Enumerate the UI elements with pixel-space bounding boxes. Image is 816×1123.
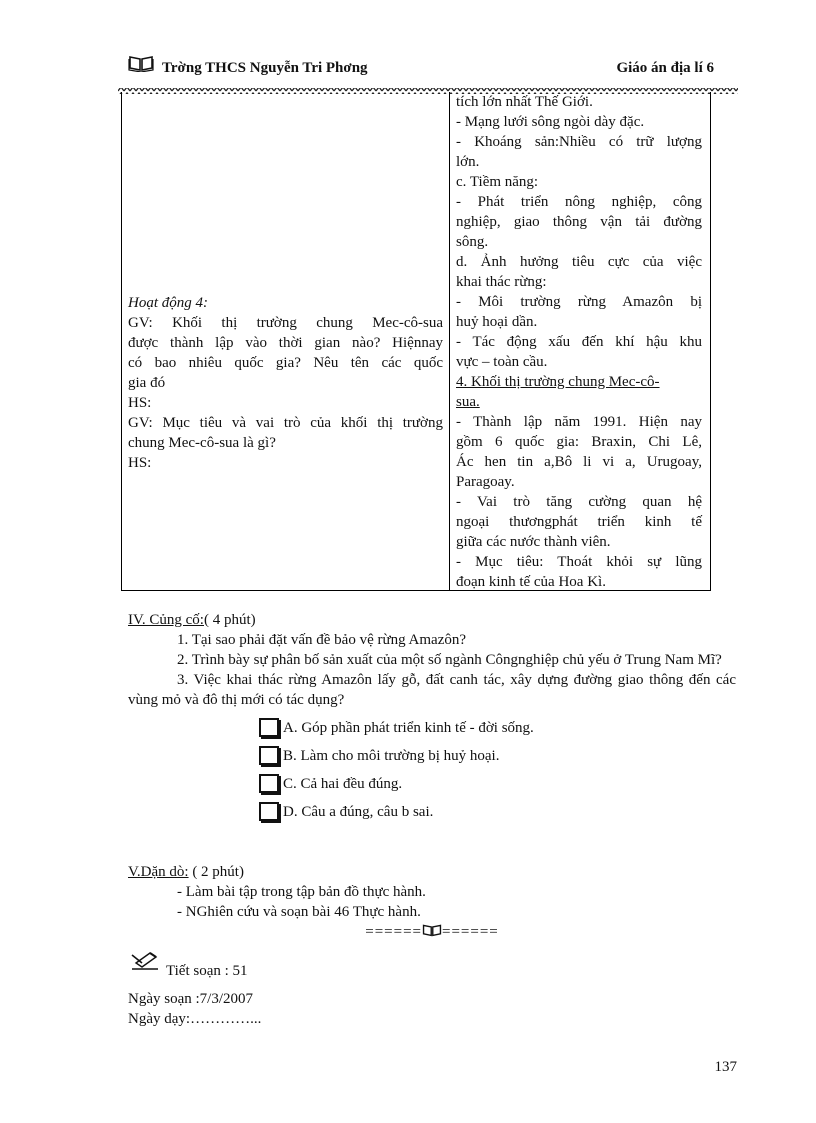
content-line: c. Tiềm năng: (456, 174, 539, 190)
content-line: Paragoay. (456, 474, 515, 490)
page-header (128, 52, 714, 78)
content-line: d. Ảnh hưởng tiêu cực của việc (456, 254, 702, 270)
content-line: - Mạng lưới sông ngòi dày đặc. (456, 114, 645, 130)
activity-line: HS: (128, 395, 152, 411)
content-line: lớn. (456, 154, 480, 170)
checkbox-icon[interactable] (259, 718, 279, 737)
teach-date: Ngày dạy:…………... (128, 1011, 262, 1027)
homework-section (128, 862, 736, 942)
content-line: - Môi trường rừng Amazôn bị (456, 294, 702, 310)
writing-hand-icon (128, 949, 164, 981)
school-name: Trờng THCS Nguyễn Tri Phơng (162, 60, 368, 76)
lesson-table (121, 92, 711, 591)
content-line: tích lớn nhất Thế Giới. (456, 94, 593, 110)
content-line: - Thành lập năm 1991. Hiện nay (456, 414, 702, 430)
content-line: - Vai trò tăng cường quan hệ (456, 494, 702, 510)
content-line: - Khoáng sản:Nhiều có trữ lượng (456, 134, 702, 150)
checkbox-icon[interactable] (259, 774, 279, 793)
question-2: 2. Trình bày sự phân bố sản xuất của một số ngành Côngnghiệp chủ yếu ở Trung Nam Mĩ? (177, 652, 722, 668)
activity-line: gia đó (128, 375, 166, 391)
section-heading: 4. Khối thị trường chung Mec-cô- (456, 374, 660, 390)
column-divider (449, 92, 450, 590)
activity-title: Hoạt động 4: (128, 295, 208, 311)
checkbox-icon[interactable] (259, 802, 279, 821)
content-line: giữa các nước thành viên. (456, 534, 611, 550)
teacher-activity-column (128, 293, 443, 473)
activity-line: GV: Khối thị trường chung Mec-cô-sua (128, 315, 443, 331)
separator: ====== ====== (365, 924, 499, 940)
book-icon (128, 54, 154, 78)
book-icon (422, 924, 442, 940)
next-lesson (128, 955, 736, 1029)
subject-title: Giáo án địa lí 6 (616, 60, 714, 76)
activity-line: GV: Mục tiêu và vai trò của khối thị trường (128, 415, 443, 431)
content-line: gồm 6 quốc gia: Braxin, Chi Lê, (456, 434, 702, 450)
checkbox-icon[interactable] (259, 746, 279, 765)
activity-line: có bao nhiêu quốc gia? Nêu tên các quốc (128, 355, 443, 371)
option-a[interactable]: A. Góp phần phát triển kinh tế - đời sống. (128, 714, 736, 742)
content-line: Ác hen tin a,Bô li vi a, Urugoay, (456, 454, 702, 470)
content-line: sông. (456, 234, 489, 250)
page-number: 137 (714, 1059, 737, 1075)
consolidation-section (128, 610, 736, 826)
content-line: - Tác động xấu đến khí hậu khu (456, 334, 702, 350)
content-line: - Mục tiêu: Thoát khỏi sự lũng (456, 554, 702, 570)
homework-item: - NGhiên cứu và soạn bài 46 Thực hành. (177, 904, 421, 920)
option-b[interactable]: B. Làm cho môi trường bị huỷ hoại. (128, 742, 736, 770)
activity-line: được thành lập vào thời gian nào? Hiệnnay (128, 335, 443, 351)
homework-item: - Làm bài tập trong tập bản đồ thực hành. (177, 884, 426, 900)
content-line: đoạn kinh tế của Hoa Kì. (456, 574, 606, 590)
content-column (456, 92, 702, 592)
content-line: huỷ hoại dần. (456, 314, 538, 330)
section-heading: sua. (456, 394, 480, 410)
prep-date: Ngày soạn :7/3/2007 (128, 991, 253, 1007)
option-c[interactable]: C. Cả hai đều đúng. (128, 770, 736, 798)
homework-heading: V.Dặn dò: ( 2 phút) (128, 864, 244, 880)
activity-line: chung Mec-cô-sua là gì? (128, 435, 276, 451)
content-line: ngoại thươngphát triển kinh tế (456, 514, 702, 530)
content-line: khai thác rừng: (456, 274, 547, 290)
content-line: - Phát triển nông nghiệp, công (456, 194, 702, 210)
content-line: vực – toàn cầu. (456, 354, 548, 370)
consolidation-heading: IV. Củng cố:( 4 phút) (128, 612, 256, 628)
period-line: Tiết soạn : 51 (128, 955, 736, 981)
content-line: nghiệp, giao thông vận tải đường (456, 214, 702, 230)
activity-line: HS: (128, 455, 152, 471)
question-1: 1. Tại sao phải đặt vấn đề bảo vệ rừng Amazôn? (177, 632, 467, 648)
option-d[interactable]: D. Câu a đúng, câu b sai. (128, 798, 736, 826)
question-3: 3. Việc khai thác rừng Amazôn lấy gỗ, đất canh tác, xây dựng đường giao thông đến các vùng mỏ và đô thị mới có tác dụng? (128, 672, 736, 708)
